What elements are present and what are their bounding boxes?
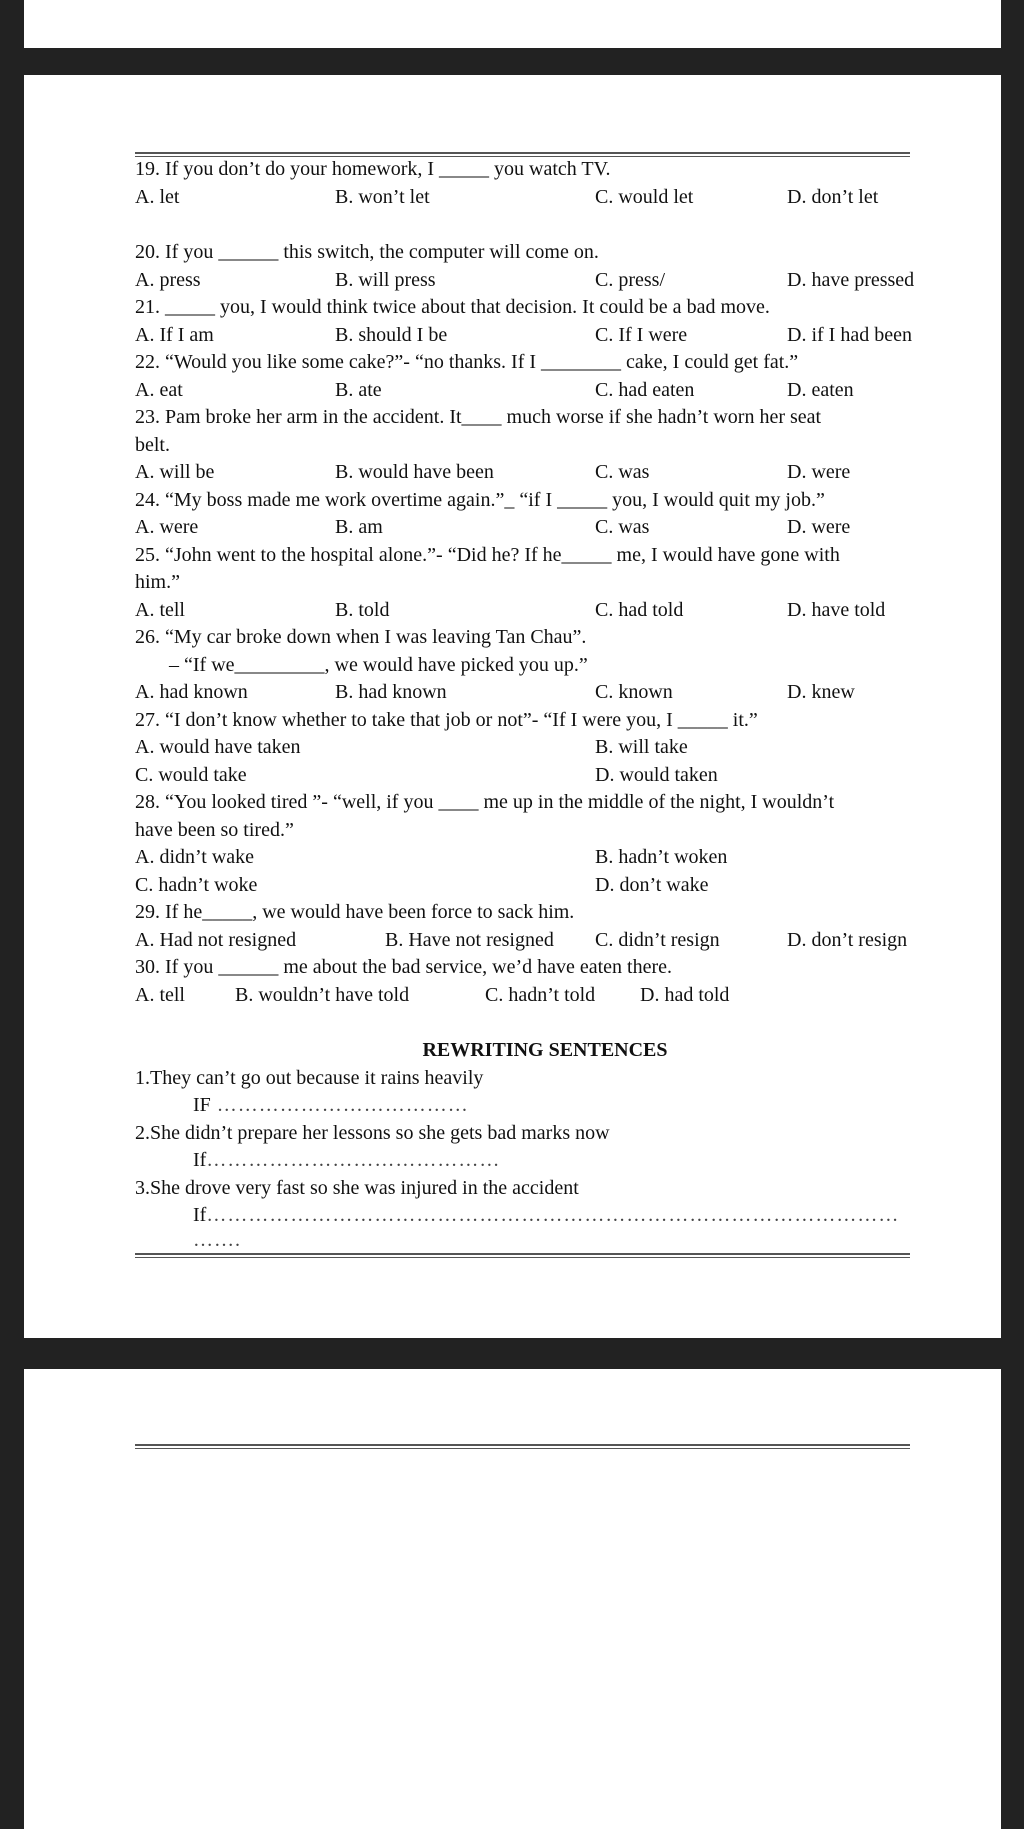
rewrite-sentence: 1.They can’t go out because it rains heavily [135,1066,484,1089]
answer-option: D. would taken [595,763,718,786]
answer-option: B. should I be [335,323,448,346]
answer-option: C. would let [595,185,694,208]
answer-option: B. am [335,516,383,538]
next-page [24,1369,1001,1829]
option-row [135,267,955,295]
spacer [135,1009,955,1037]
answer-dots: ……………………………… [216,1094,469,1116]
option-row [135,377,955,405]
answer-option: C. was [595,516,650,538]
option-row [135,734,955,762]
question-stem: have been so tired.” [135,818,294,841]
answer-option: A. didn’t wake [135,846,255,868]
answer-option: A. let [135,185,180,208]
answer-option: C. press/ [595,268,665,291]
option-row [135,597,955,625]
answer-option: C. If I were [595,323,688,346]
option-row [135,514,955,542]
option-row [135,844,955,872]
question-stem: 30. If you ______ me about the bad service, we’d have eaten there. [135,956,673,978]
answer-dots: …………………………………… [206,1149,501,1171]
answer-option: C. hadn’t woke [135,873,258,896]
previous-page-bottom [24,0,1001,48]
question-stem: 21. _____ you, I would think twice about that decision. It could be a bad move. [135,296,770,318]
rewrite-answer-line [135,1202,955,1230]
answer-option: B. will take [595,736,688,758]
answer-option: B. ate [335,378,382,401]
answer-option: B. will press [335,268,436,291]
question-stem: 19. If you don’t do your homework, I _____ you watch TV. [135,158,611,180]
question-stem: 24. “My boss made me work overtime again.”_ “if I _____ you, I would quit my job.” [135,488,825,511]
answer-option: D. were [787,516,851,538]
question-stem: 28. “You looked tired ”- “well, if you ____ me up in the middle of the night, I wouldn’t [135,791,835,813]
question-stem: 20. If you ______ this switch, the computer will come on. [135,241,599,263]
answer-option: C. known [595,681,673,703]
rewrite-prompt: IF [193,1094,211,1116]
rewrite-sentence: 3.She drove very fast so she was injured in the accident [135,1176,579,1199]
rewrite-sentence: 2.She didn’t prepare her lessons so she gets bad marks now [135,1121,610,1144]
answer-option: B. won’t let [335,185,430,208]
answer-option: A. would have taken [135,736,301,758]
answer-option: C. didn’t resign [595,928,720,951]
answer-option: D. don’t let [787,185,879,208]
option-row [135,982,955,1010]
section-heading: REWRITING SENTENCES [422,1039,668,1061]
answer-option: C. had eaten [595,378,695,401]
answer-option: C. had told [595,598,684,621]
rewrite-prompt: If [193,1149,207,1171]
option-row [135,459,955,487]
answer-option: A. will be [135,461,215,483]
answer-option: A. tell [135,598,185,621]
page [24,75,1001,1338]
question-stem: 23. Pam broke her arm in the accident. It____ much worse if she hadn’t worn her seat [135,406,822,428]
question-stem: 26. “My car broke down when I was leaving Tan Chau”. [135,626,587,648]
answer-option: D. have pressed [787,268,915,291]
next-page-top-rule [135,1444,910,1449]
answer-option: A. Had not resigned [135,928,297,951]
answer-option: B. had known [335,681,447,703]
option-row [135,322,955,350]
bottom-rule [135,1253,910,1258]
question-stem: him.” [135,571,180,593]
answer-option: D. have told [787,598,886,621]
answer-dots: ……………………………………………………………………………………… [206,1204,900,1226]
rewrite-answer-line [135,1230,955,1250]
option-row [135,872,955,900]
exercise-content [135,156,955,1250]
answer-option: C. hadn’t told [485,983,596,1006]
answer-option: A. press [135,268,201,291]
option-row [135,762,955,790]
option-row [135,679,955,707]
answer-option: A. eat [135,378,183,401]
answer-option: D. were [787,461,851,483]
answer-option: D. knew [787,681,855,703]
answer-option: D. don’t wake [595,873,709,896]
answer-option: D. if I had been [787,323,912,346]
answer-option: A. were [135,516,199,538]
answer-option: A. If I am [135,323,214,346]
question-stem: – “If we_________, we would have picked you up.” [169,653,588,676]
answer-option: B. hadn’t woken [595,846,728,868]
answer-option: B. would have been [335,461,494,483]
answer-option: C. would take [135,763,247,786]
option-row [135,184,955,212]
rewrite-answer-line [135,1147,955,1175]
question-stem: belt. [135,433,170,456]
spacer [135,211,955,239]
question-stem: 25. “John went to the hospital alone.”- “Did he? If he_____ me, I would have gone with [135,543,840,566]
answer-option: B. Have not resigned [385,928,554,951]
question-stem: 27. “I don’t know whether to take that job or not”- “If I were you, I _____ it.” [135,708,758,731]
answer-option: D. eaten [787,378,854,401]
option-row [135,927,955,955]
rewrite-prompt: If [193,1204,207,1226]
rewrite-answer-line [135,1092,955,1120]
answer-option: B. wouldn’t have told [235,983,410,1006]
answer-option: D. don’t resign [787,928,908,951]
answer-option: A. tell [135,983,185,1006]
answer-dots: ……. [193,1228,241,1251]
answer-option: B. told [335,598,390,621]
answer-option: A. had known [135,681,248,703]
answer-option: C. was [595,461,650,483]
question-stem: 29. If he_____, we would have been force to sack him. [135,901,575,923]
answer-option: D. had told [640,983,730,1006]
question-stem: 22. “Would you like some cake?”- “no thanks. If I ________ cake, I could get fat.” [135,351,799,373]
